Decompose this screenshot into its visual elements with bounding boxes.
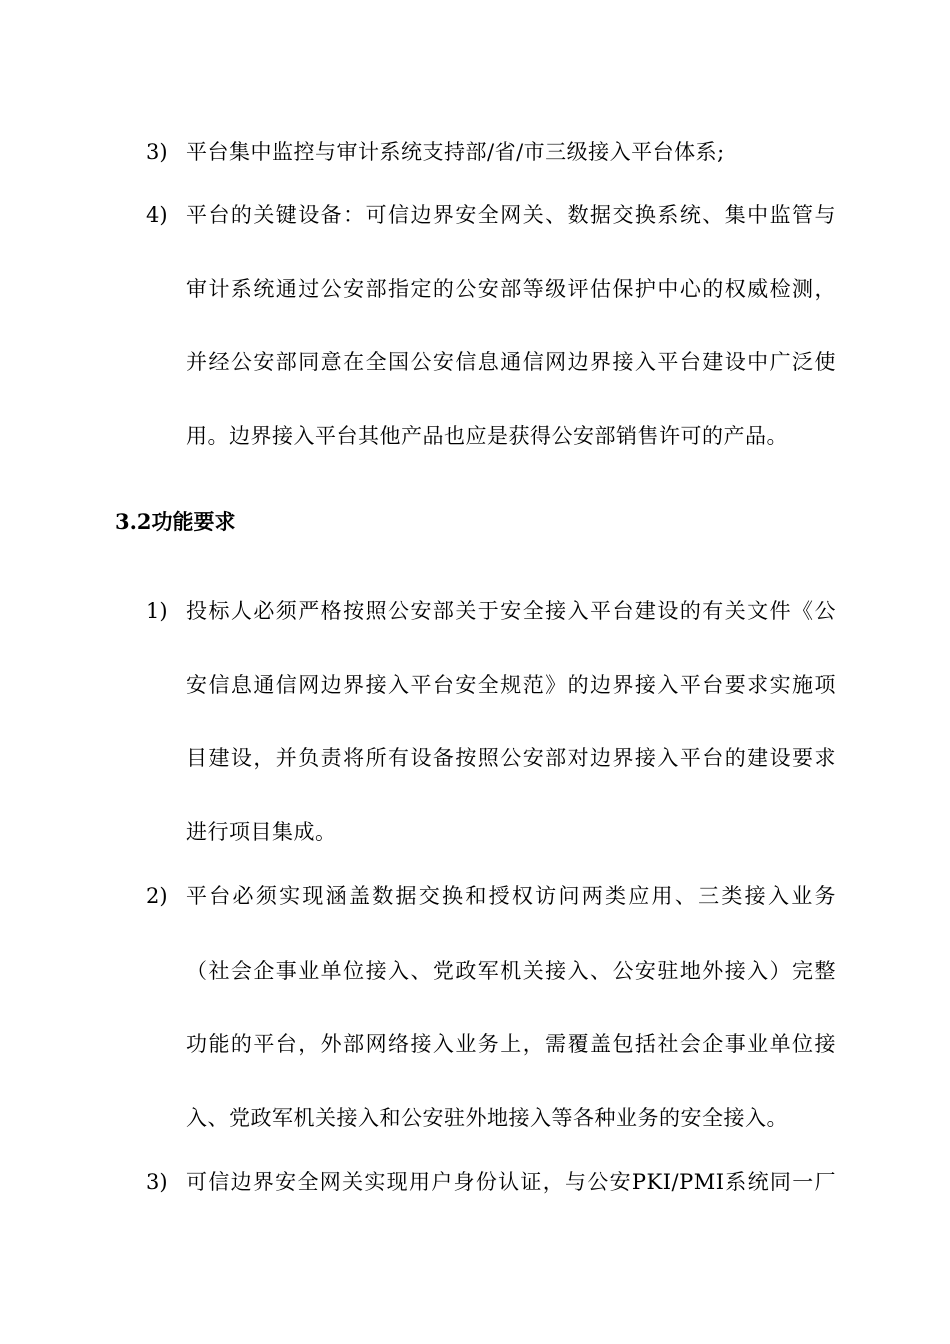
- section-heading: 3.2功能要求: [115, 509, 236, 534]
- list-item-line: 平台集中监控与审计系统支持部/省/市三级接入平台体系;: [186, 140, 725, 164]
- list-item-line: 并经公安部同意在全国公安信息通信网边界接入平台建设中广泛使: [186, 350, 836, 374]
- list-item-line: 平台的关键设备：可信边界安全网关、数据交换系统、集中监管与: [186, 203, 836, 227]
- list-item-line: 可信边界安全网关实现用户身份认证，与公安PKI/PMI系统同一厂: [186, 1170, 836, 1194]
- list-item-line: 投标人必须严格按照公安部关于安全接入平台建设的有关文件《公: [186, 599, 836, 623]
- list-number: 3): [146, 140, 168, 164]
- list-item-line: 审计系统通过公安部指定的公安部等级评估保护中心的权威检测，: [186, 277, 836, 301]
- list-number: 1): [146, 599, 168, 623]
- list-item-line: （社会企事业单位接入、党政军机关接入、公安驻地外接入）完整: [186, 959, 836, 983]
- list-item-line: 进行项目集成。: [186, 820, 337, 844]
- list-item-line: 功能的平台，外部网络接入业务上，需覆盖包括社会企事业单位接: [186, 1032, 836, 1056]
- list-number: 2): [146, 884, 168, 908]
- list-item-line: 平台必须实现涵盖数据交换和授权访问两类应用、三类接入业务: [186, 884, 836, 908]
- list-item-line: 入、党政军机关接入和公安驻外地接入等各种业务的安全接入。: [186, 1106, 788, 1130]
- list-number: 4): [146, 203, 168, 227]
- list-item-line: 用。边界接入平台其他产品也应是获得公安部销售许可的产品。: [186, 424, 788, 448]
- list-number: 3): [146, 1170, 168, 1194]
- list-item-line: 目建设，并负责将所有设备按照公安部对边界接入平台的建设要求: [186, 746, 836, 770]
- list-item-line: 安信息通信网边界接入平台安全规范》的边界接入平台要求实施项: [186, 673, 836, 697]
